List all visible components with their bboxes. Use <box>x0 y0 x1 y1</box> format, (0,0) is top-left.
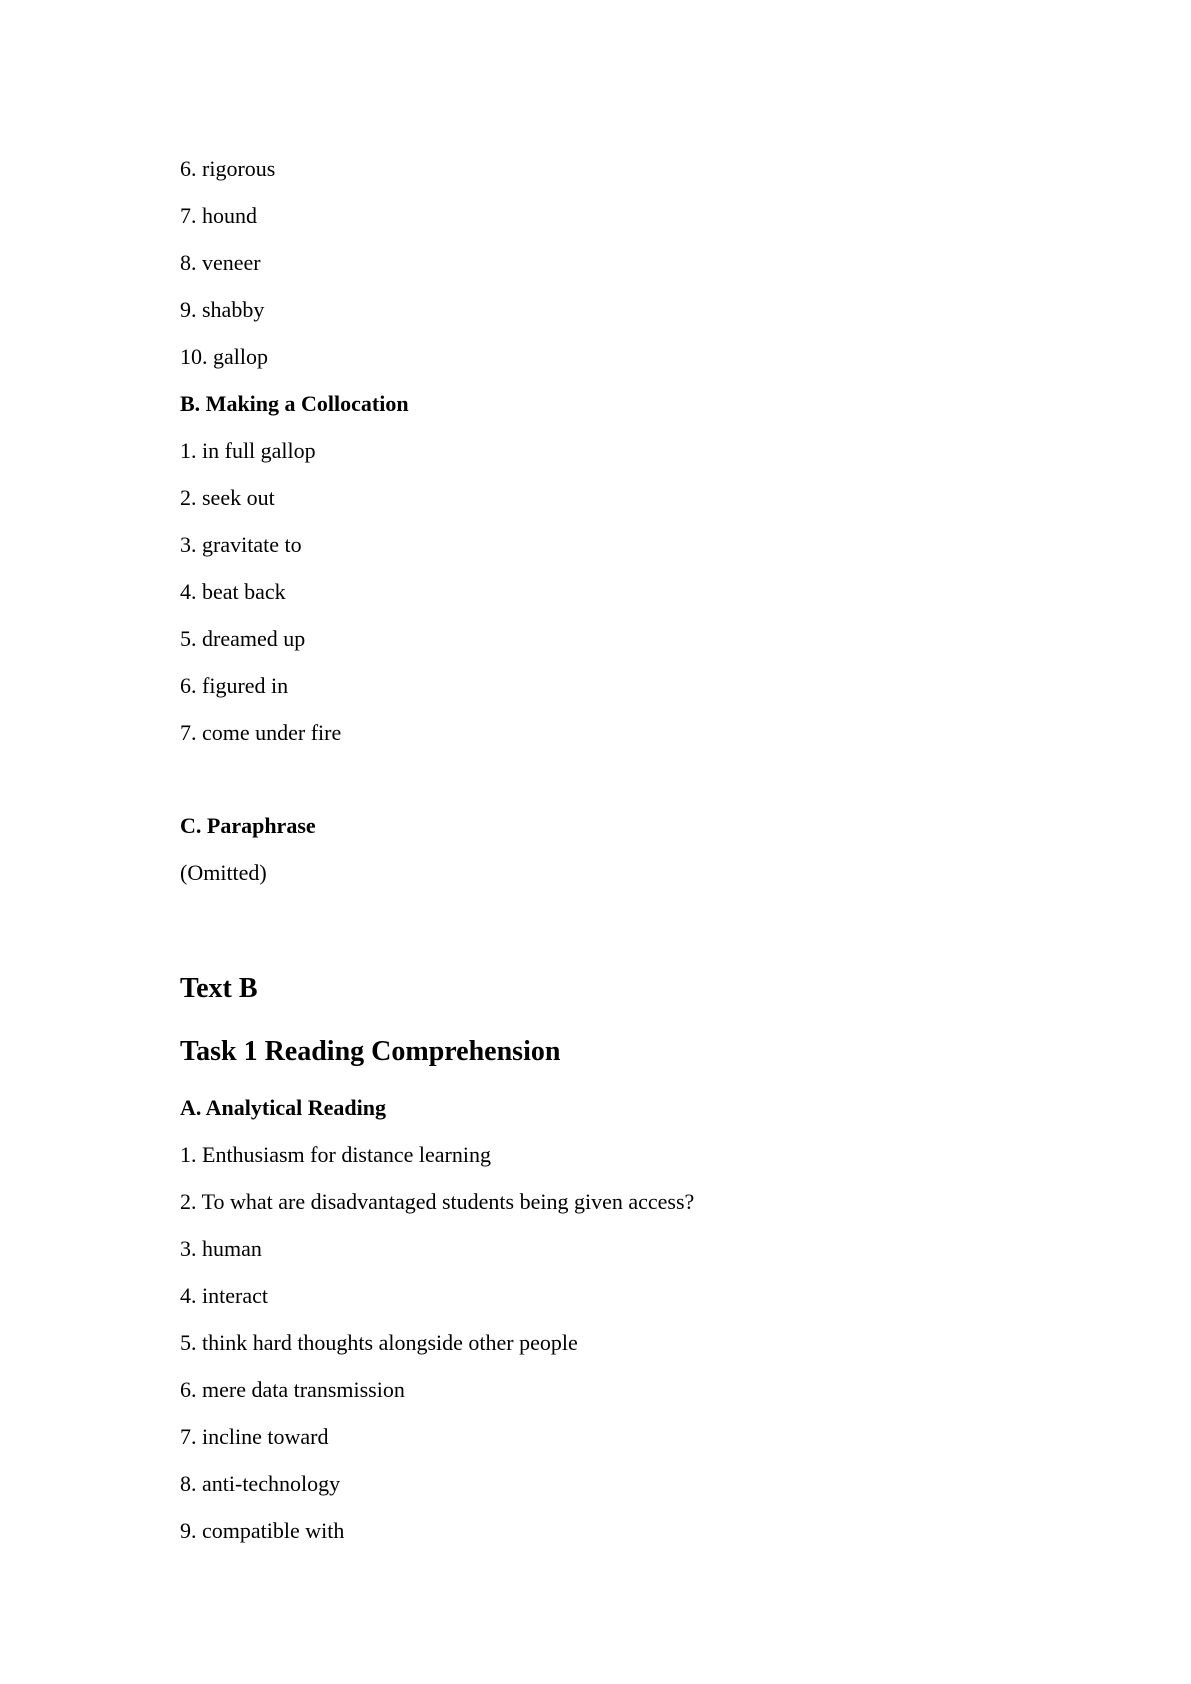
reading-item: 7. incline toward <box>180 1424 329 1449</box>
collocation-item: 7. come under fire <box>180 720 342 745</box>
section-c-body: (Omitted) <box>180 860 267 885</box>
vocab-item: 10. gallop <box>180 344 268 369</box>
reading-item: 6. mere data transmission <box>180 1377 405 1402</box>
reading-item: 3. human <box>180 1236 262 1261</box>
vocab-item: 9. shabby <box>180 297 265 322</box>
reading-item: 2. To what are disadvantaged students being given access? <box>180 1189 695 1214</box>
section-c-heading: C. Paraphrase <box>180 813 316 838</box>
vocab-item: 6. rigorous <box>180 156 276 181</box>
collocation-item: 2. seek out <box>180 485 275 510</box>
reading-item: 4. interact <box>180 1283 268 1308</box>
vocab-item: 7. hound <box>180 203 257 228</box>
reading-item: 1. Enthusiasm for distance learning <box>180 1142 491 1167</box>
collocation-item: 5. dreamed up <box>180 626 306 651</box>
reading-item: 8. anti-technology <box>180 1471 341 1496</box>
task-title: Task 1 Reading Comprehension <box>180 1036 561 1067</box>
document-page <box>180 0 1140 1684</box>
collocation-item: 3. gravitate to <box>180 532 302 557</box>
collocation-item: 4. beat back <box>180 579 286 604</box>
vocab-item: 8. veneer <box>180 250 261 275</box>
collocation-item: 6. figured in <box>180 673 289 698</box>
collocation-item: 1. in full gallop <box>180 438 316 463</box>
reading-item: 9. compatible with <box>180 1518 345 1543</box>
analytical-reading-heading: A. Analytical Reading <box>180 1095 386 1120</box>
reading-item: 5. think hard thoughts alongside other people <box>180 1330 578 1355</box>
text-b-title: Text B <box>180 973 258 1004</box>
section-b-heading: B. Making a Collocation <box>180 391 409 416</box>
